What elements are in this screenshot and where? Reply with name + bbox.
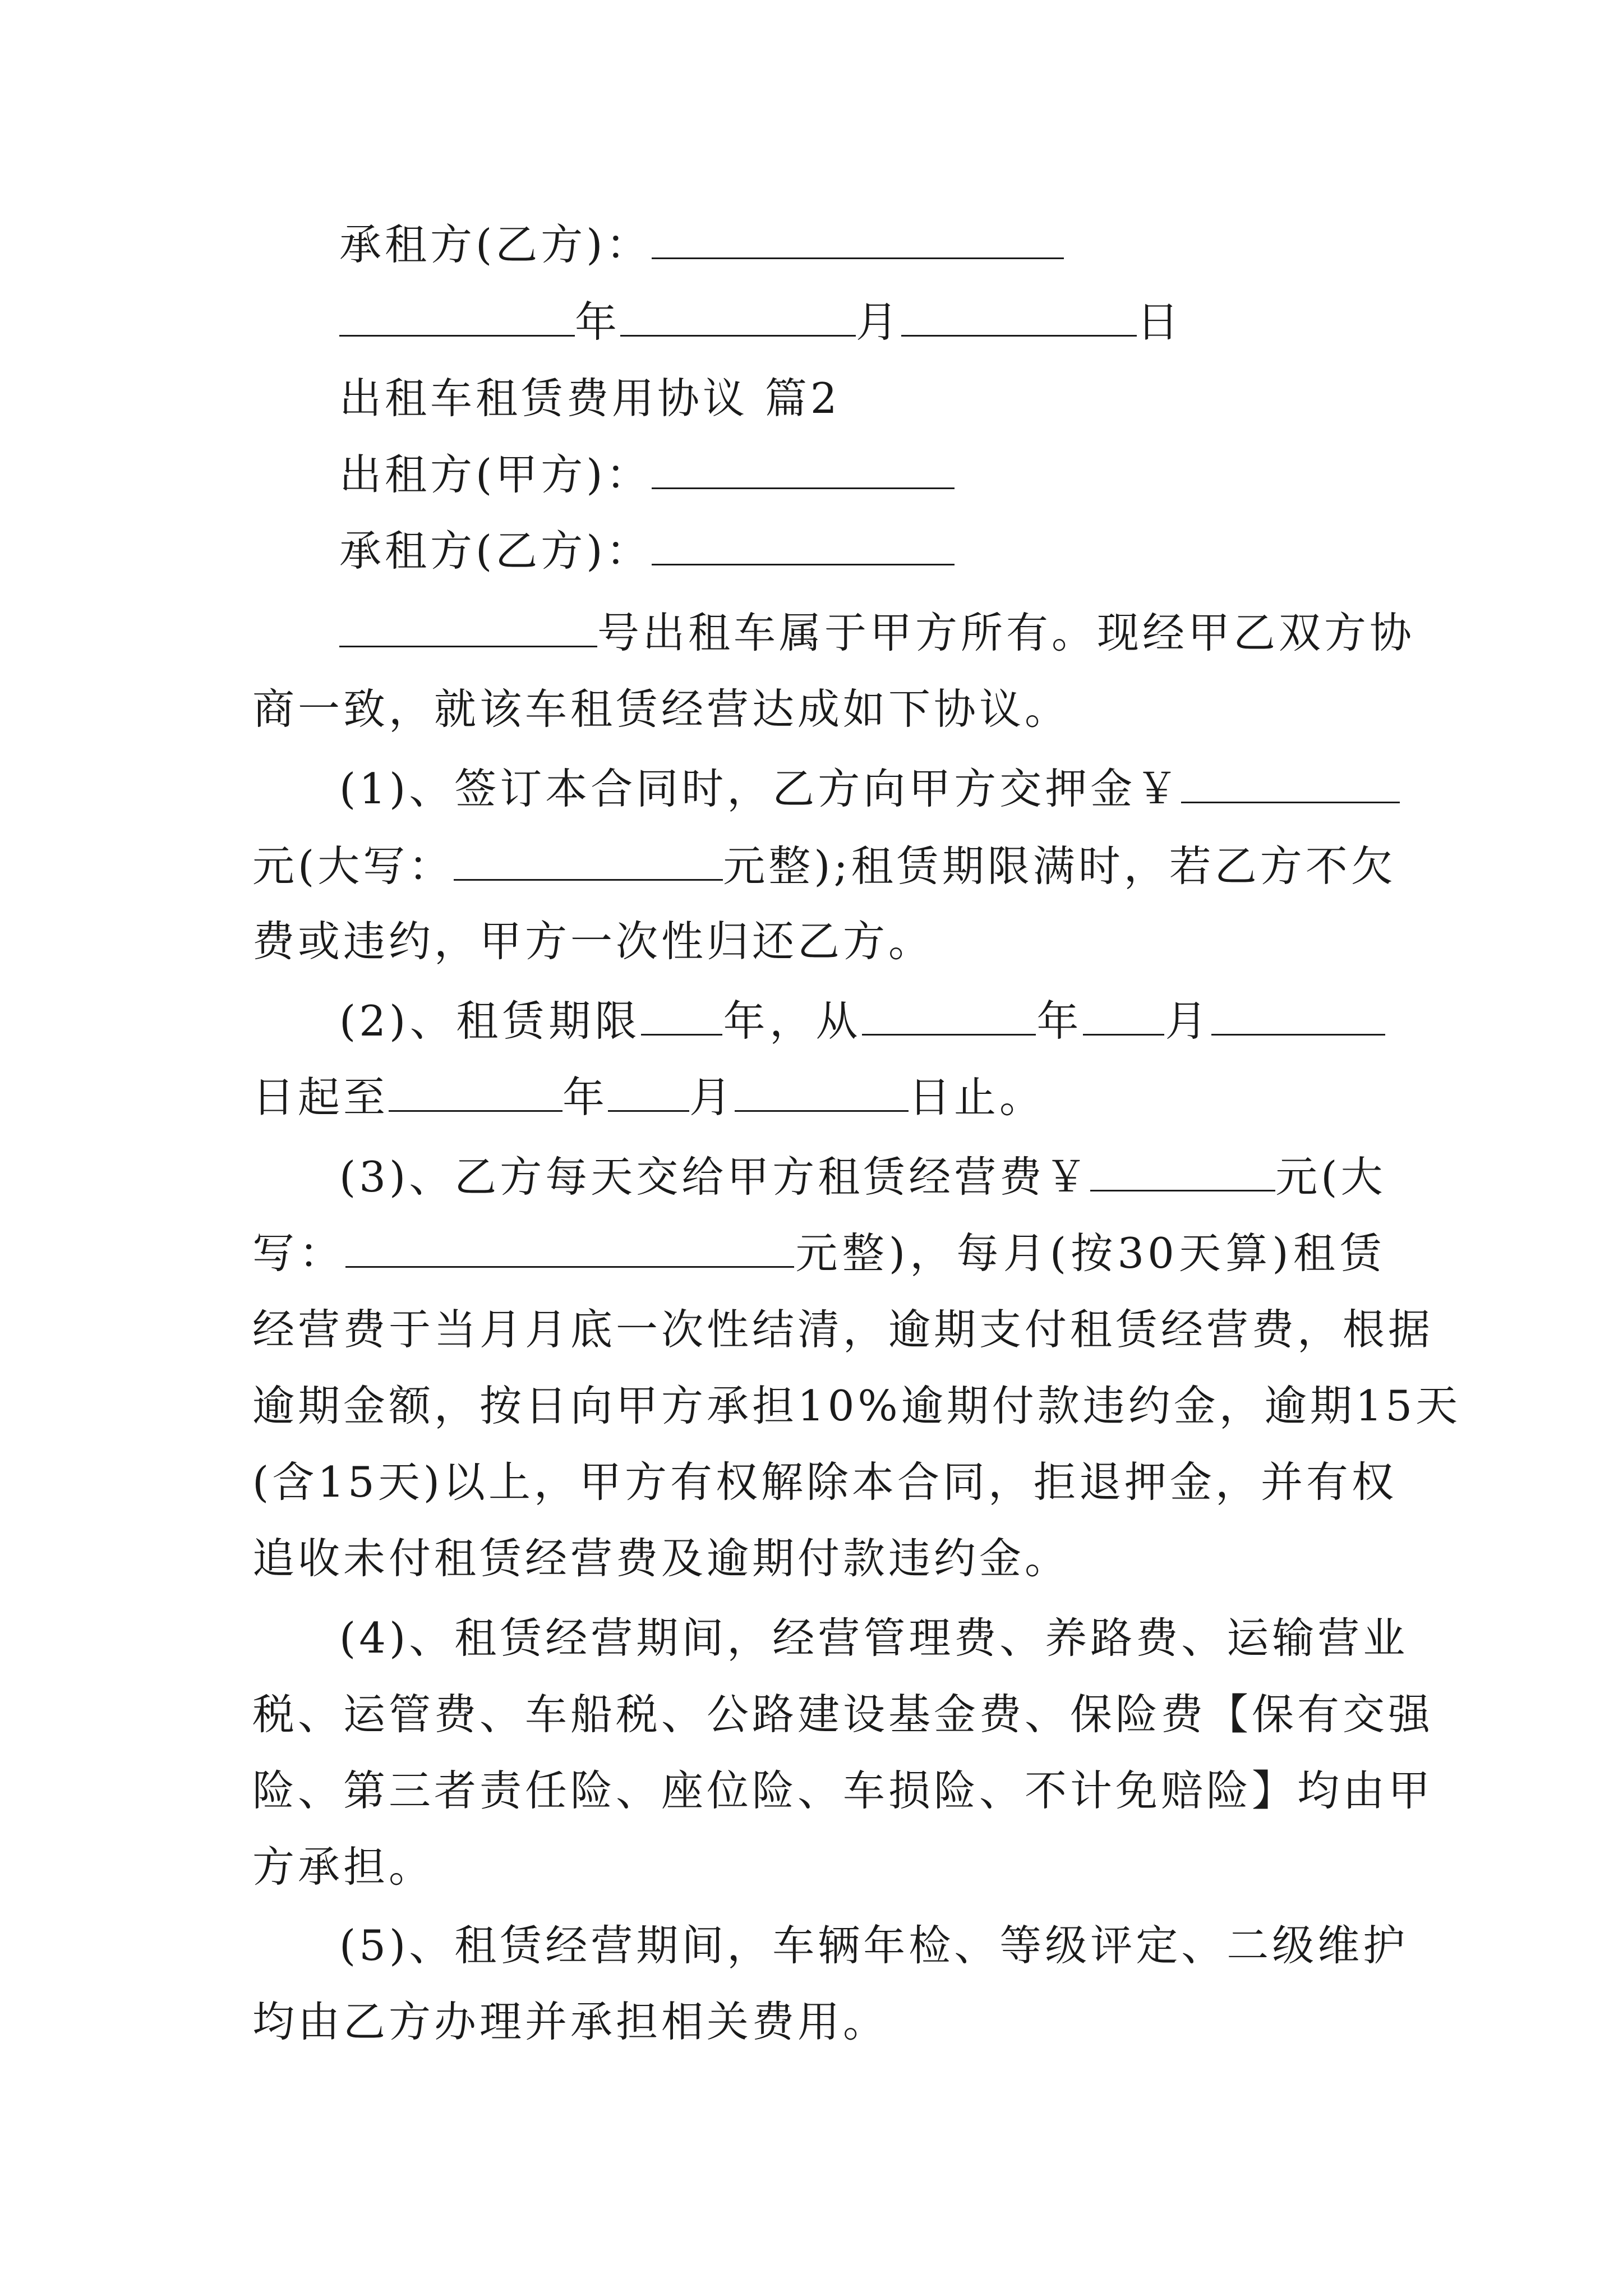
start-year-blank (862, 996, 1036, 1036)
lessor-label: 出租方(甲方)： (339, 450, 652, 499)
month-label: 月 (856, 297, 902, 347)
lessee-label: 承租方(乙方)： (339, 526, 652, 576)
clause-3-line (252, 1290, 1434, 1369)
start-month-blank (1083, 996, 1164, 1036)
clause-text: 元整)，每月(按30天算)租赁 (794, 1228, 1385, 1278)
lessee-line (339, 512, 1385, 590)
clause-text: 方承担。 (252, 1842, 435, 1892)
clause-text: 元(大 (1275, 1152, 1386, 1202)
signing-date-line (339, 283, 1385, 361)
paragraph-line (339, 593, 1415, 672)
clause-text: 月 (1164, 996, 1211, 1046)
clause-text: (5)、租赁经营期间，车辆年检、等级评定、二级维护 (339, 1921, 1409, 1970)
clause-4-line (252, 1828, 1385, 1906)
deposit-words-blank (454, 841, 723, 881)
clause-text: 年 (1036, 996, 1083, 1046)
start-day-blank (1211, 996, 1385, 1036)
clause-text: 费或违约，甲方一次性归还乙方。 (252, 917, 934, 966)
paragraph-line (252, 670, 1385, 748)
clause-text: (4)、租赁经营期间，经营管理费、养路费、运输营业 (339, 1613, 1409, 1663)
clause-5-line (252, 1982, 1385, 2061)
taxi-number-blank (339, 608, 597, 647)
year-label: 年 (575, 297, 621, 347)
clause-3-line (339, 1138, 1385, 1216)
month-blank (620, 297, 856, 337)
clause-text: 均由乙方办理并承担相关费用。 (252, 1997, 889, 2046)
clause-text: 险、第三者责任险、座位险、车损险、不计免赔险】均由甲 (252, 1766, 1434, 1815)
clause-text: 月 (689, 1073, 735, 1122)
clause-text: (含15天)以上，甲方有权解除本合同，拒退押金，并有权 (252, 1457, 1397, 1507)
clause-text: (2)、租赁期限 (339, 996, 642, 1046)
lessee-blank (652, 526, 955, 565)
lessor-blank (652, 449, 955, 489)
lessee-signature-line (339, 205, 1385, 284)
clause-4-line (252, 1751, 1434, 1830)
clause-1-line (252, 827, 1396, 905)
clause-text: 年，从 (722, 996, 863, 1046)
clause-text: (1)、签订本合同时，乙方向甲方交押金￥ (339, 764, 1182, 813)
year-blank (339, 297, 575, 337)
clause-3-line (252, 1214, 1385, 1292)
clause-3-line (252, 1366, 1461, 1445)
clause-3-line (252, 1443, 1397, 1521)
clause-text: 元整);租赁期限满时，若乙方不欠 (723, 841, 1396, 891)
clause-text: (3)、乙方每天交给甲方租赁经营费￥ (339, 1152, 1091, 1202)
paragraph-text: 商一致，就该车租赁经营达成如下协议。 (252, 684, 1071, 734)
clause-text: 元(大写： (252, 841, 454, 891)
clause-text: 经营费于当月月底一次性结清，逾期支付租赁经营费，根据 (252, 1305, 1434, 1354)
daily-fee-words-blank (345, 1228, 794, 1268)
heading-text: 出租车租赁费用协议 篇2 (339, 374, 841, 423)
clause-5-line (339, 1906, 1409, 1985)
term-years-blank (641, 996, 722, 1036)
deposit-blank (1181, 763, 1400, 803)
end-year-blank (389, 1072, 562, 1112)
daily-fee-blank (1090, 1152, 1275, 1191)
clause-text: 税、运管费、车船税、公路建设基金费、保险费【保有交强 (252, 1690, 1434, 1739)
clause-3-line (252, 1519, 1385, 1598)
clause-text: 年 (562, 1073, 608, 1122)
clause-4-line (339, 1599, 1409, 1677)
clause-text: 追收未付租赁经营费及逾期付款违约金。 (252, 1534, 1071, 1583)
clause-1-line (252, 902, 1385, 981)
lessor-line (339, 435, 1385, 514)
paragraph-text: 号出租车属于甲方所有。现经甲乙双方协 (597, 608, 1415, 657)
lessee-blank (652, 219, 1064, 259)
lessee-label: 承租方(乙方)： (339, 220, 652, 269)
end-month-blank (608, 1072, 689, 1112)
clause-2-line (339, 982, 1385, 1060)
clause-text: 日起至 (252, 1073, 389, 1122)
end-day-blank (735, 1072, 909, 1112)
clause-text: 写： (252, 1228, 346, 1278)
section-heading (339, 359, 1385, 438)
clause-4-line (252, 1675, 1434, 1754)
clause-text: 日止。 (909, 1073, 1045, 1122)
clause-text: 逾期金额，按日向甲方承担10%逾期付款违约金，逾期15天 (252, 1381, 1461, 1430)
day-blank (901, 297, 1137, 337)
day-label: 日 (1137, 297, 1183, 347)
clause-1-line (339, 749, 1385, 828)
clause-2-line (252, 1058, 1385, 1137)
